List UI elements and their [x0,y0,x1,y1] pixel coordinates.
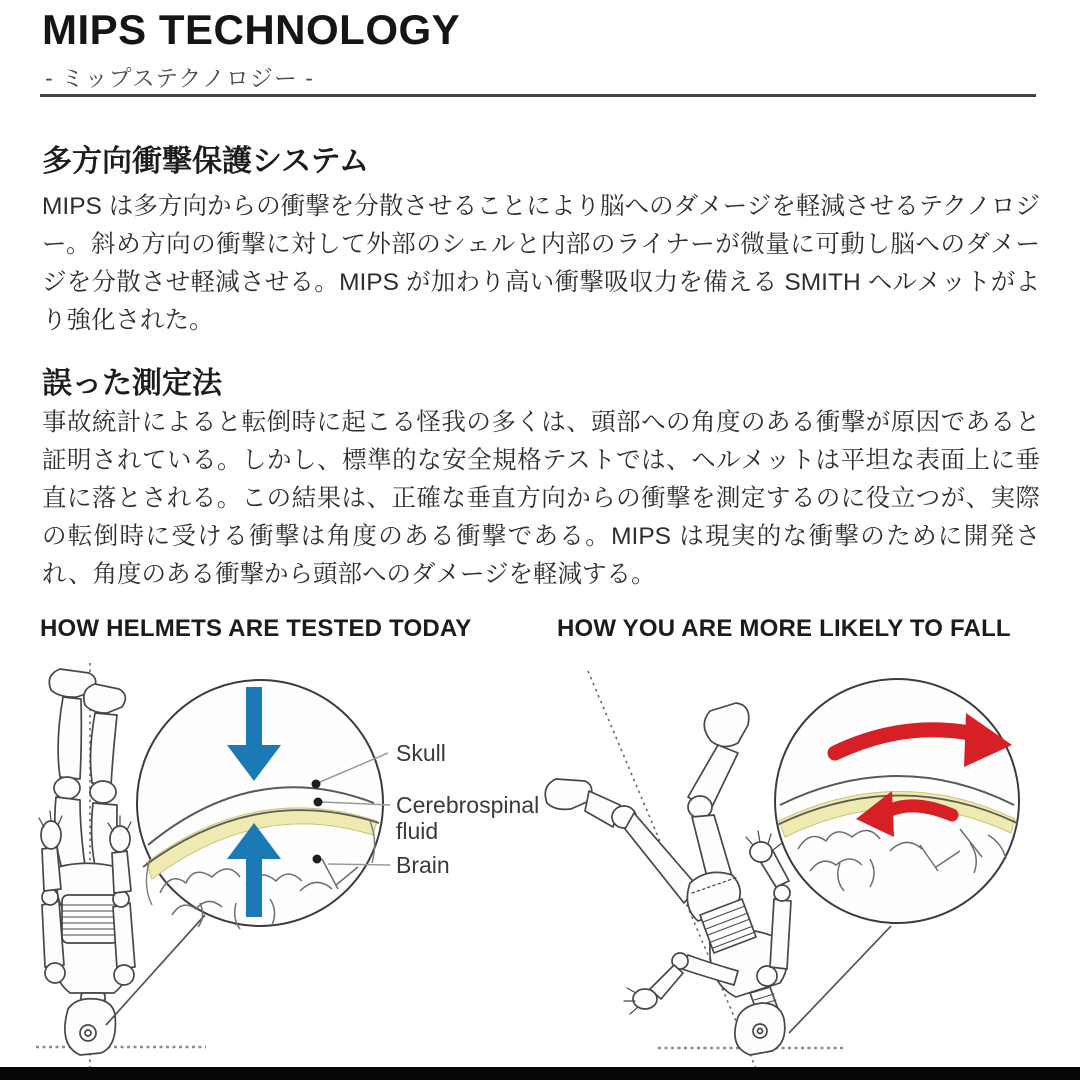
bottom-border-bar [0,1067,1080,1080]
skull-label: Skull [396,740,446,766]
cerebrospinal-label-line1: Cerebrospinal [396,792,540,818]
skull-dot [312,780,321,789]
section-body-protection-system: MIPS は多方向からの衝撃を分散させることにより脳へのダメージを軽減させるテクノロジー。斜め方向の衝撃に対して外部のシェルと内部のライナーが微量に可動し脳へのダメージを分散させ軽減させる。MIPS が加わり高い衝撃吸収力を備える SMITH ヘルメットがより強化された。 [42,193,1040,334]
dummy-foot [704,703,749,747]
dummy-forearm [42,847,61,891]
dummy-shin [58,697,81,779]
header-divider [40,94,1036,97]
dummy-forearm [112,851,131,893]
section-heading-wrong-testing: 誤った測定法 [42,367,222,400]
section-body-wrong-testing: 事故統計によると転倒時に起こる怪我の多くは、頭部への角度のある衝撃が原因であると証明されている。しかし、標準的な安全規格テストでは、ヘルメットは平坦な表面上に垂直に落とされる。この結果は、正確な垂直方向からの衝撃を測定するのに役立つが、実際の転倒時に受ける衝撃は角度のある衝撃である。MIPS は現実的な衝撃のために開発され、角度のある衝撃から頭部へのダメージを軽減する。 [42,409,1040,588]
dummy-upper-arm [42,901,64,967]
csf-dot [314,798,323,807]
dummy-ribbed-waist [62,895,118,943]
cerebrospinal-label-line2: fluid [396,818,439,844]
test-dummy-figure-vertical [39,669,135,1055]
brain-label: Brain [396,852,450,878]
left-diagram-title: HOW HELMETS ARE TESTED TODAY [40,615,472,642]
dummy-thigh [625,813,698,903]
angled-fall-illustration [540,653,1080,1080]
dummy-shoulder-joint [45,963,65,983]
dummy-ear-center [85,1030,91,1036]
brain-cross-section-vertical-impact [137,680,383,929]
right-diagram-title: HOW YOU ARE MORE LIKELY TO FALL [557,615,1011,642]
dummy-ear-center [758,1029,763,1034]
dummy-upper-arm [770,899,791,969]
section-heading-protection-system: 多方向衝撃保護システム [42,145,369,178]
brain-dot [313,855,322,864]
page-title: MIPS TECHNOLOGY [42,6,461,53]
dummy-foot [545,779,591,809]
dummy-foot [84,684,126,713]
brain-cross-section-rotational-impact [775,679,1019,923]
dummy-upper-arm [113,903,135,969]
dummy-shin [91,713,117,785]
dummy-shoulder-joint [114,965,134,985]
dummy-hand [633,989,657,1009]
dummy-knee-joint [90,781,116,803]
magnifier-leader-line [789,926,891,1033]
vertical-drop-test-illustration [0,653,540,1080]
test-dummy-figure-angled [545,703,791,1055]
dummy-shoulder-joint [757,966,777,986]
dummy-knee-joint [54,777,80,799]
page-subtitle-japanese: - ミップステクノロジー - [45,65,314,91]
